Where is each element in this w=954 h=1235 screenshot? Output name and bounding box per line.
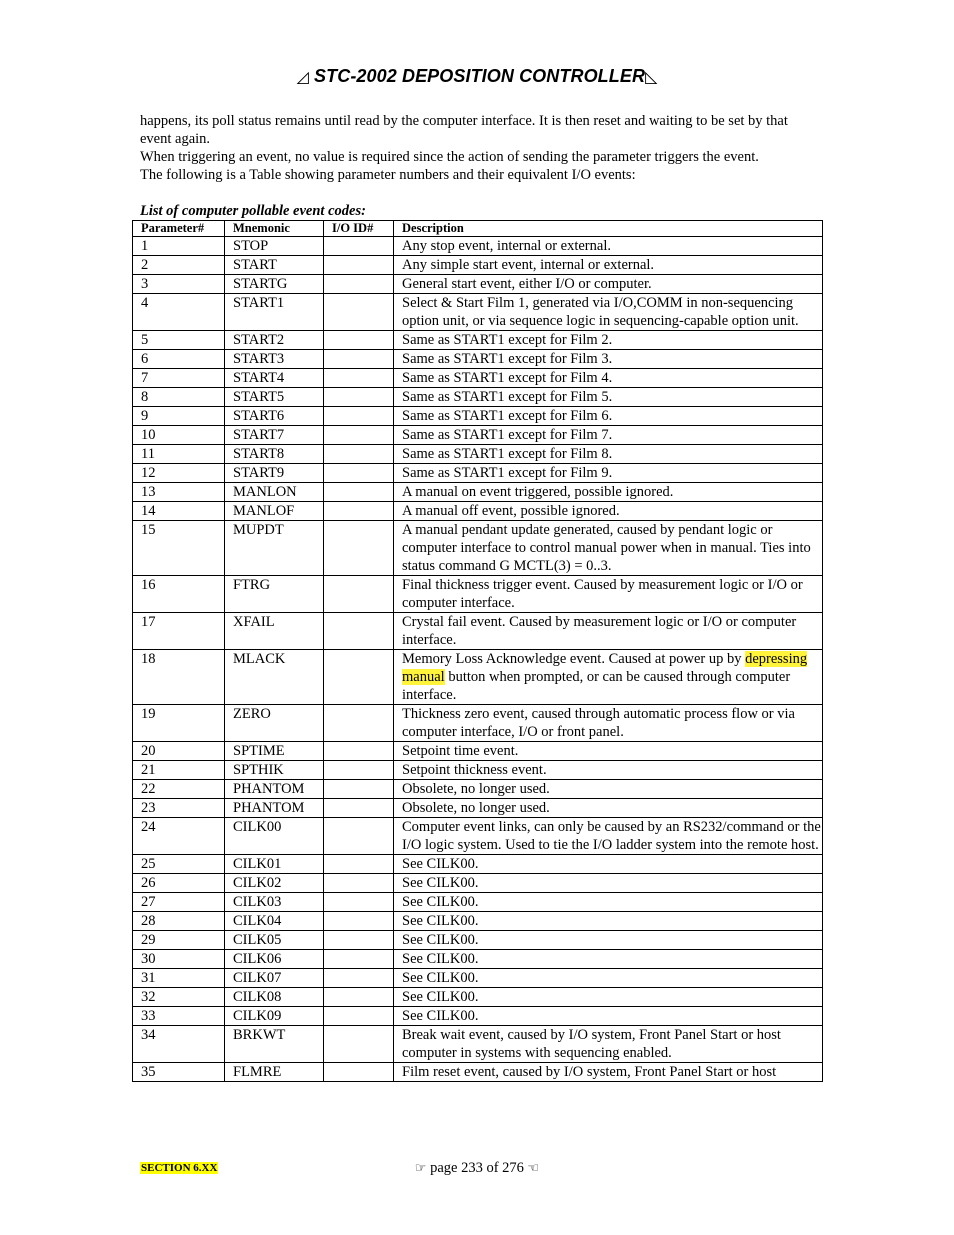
cell-parameter: 16 xyxy=(133,576,225,613)
cell-description: Any simple start event, internal or external. xyxy=(394,256,823,275)
table-row xyxy=(133,483,823,502)
table-row xyxy=(133,650,823,705)
cell-io-id xyxy=(324,893,394,912)
table-row xyxy=(133,818,823,855)
table-row xyxy=(133,256,823,275)
table-row xyxy=(133,275,823,294)
cell-mnemonic: SPTIME xyxy=(225,742,324,761)
intro-paragraph-1: happens, its poll status remains until read by the computer interface. It is then reset and waiting to be set by that event again. xyxy=(140,113,788,147)
cell-mnemonic: BRKWT xyxy=(225,1026,324,1063)
cell-description: Crystal fail event. Caused by measurement logic or I/O or computer interface. xyxy=(394,613,823,650)
cell-parameter: 27 xyxy=(133,893,225,912)
cell-parameter: 2 xyxy=(133,256,225,275)
cell-io-id xyxy=(324,705,394,742)
cell-parameter: 17 xyxy=(133,613,225,650)
cell-mnemonic: CILK03 xyxy=(225,893,324,912)
table-row xyxy=(133,705,823,742)
cell-mnemonic: PHANTOM xyxy=(225,799,324,818)
cell-io-id xyxy=(324,650,394,705)
cell-description: Setpoint thickness event. xyxy=(394,761,823,780)
cell-mnemonic: CILK04 xyxy=(225,912,324,931)
cell-mnemonic: CILK01 xyxy=(225,855,324,874)
cell-io-id xyxy=(324,388,394,407)
cell-description: Film reset event, caused by I/O system, Front Panel Start or host xyxy=(394,1063,823,1082)
cell-parameter: 5 xyxy=(133,331,225,350)
table-row xyxy=(133,613,823,650)
cell-parameter: 9 xyxy=(133,407,225,426)
cell-mnemonic: CILK09 xyxy=(225,1007,324,1026)
cell-description: Obsolete, no longer used. xyxy=(394,799,823,818)
cell-io-id xyxy=(324,818,394,855)
cell-parameter: 19 xyxy=(133,705,225,742)
cell-parameter: 13 xyxy=(133,483,225,502)
cell-mnemonic: XFAIL xyxy=(225,613,324,650)
cell-mnemonic: START6 xyxy=(225,407,324,426)
cell-mnemonic: MLACK xyxy=(225,650,324,705)
cell-description: Thickness zero event, caused through automatic process flow or via computer interface, I/O or front panel. xyxy=(394,705,823,742)
cell-parameter: 8 xyxy=(133,388,225,407)
cell-description: Same as START1 except for Film 5. xyxy=(394,388,823,407)
table-row xyxy=(133,742,823,761)
header-io-id: I/O ID# xyxy=(324,221,394,237)
corner-left-icon: ◿ xyxy=(296,69,309,86)
cell-io-id xyxy=(324,950,394,969)
cell-parameter: 32 xyxy=(133,988,225,1007)
cell-io-id xyxy=(324,1063,394,1082)
section-label: SECTION 6.XX xyxy=(141,1162,218,1174)
corner-right-icon: ◺ xyxy=(645,69,658,86)
cell-io-id xyxy=(324,855,394,874)
cell-io-id xyxy=(324,369,394,388)
table-row xyxy=(133,1063,823,1082)
table-body xyxy=(133,237,823,1082)
cell-parameter: 1 xyxy=(133,237,225,256)
cell-io-id xyxy=(324,445,394,464)
cell-description: Break wait event, caused by I/O system, Front Panel Start or host computer in systems with sequencing enabled. xyxy=(394,1026,823,1063)
description-text: Memory Loss Acknowledge event. Caused at power up by xyxy=(402,651,746,667)
cell-description: Setpoint time event. xyxy=(394,742,823,761)
cell-parameter: 21 xyxy=(133,761,225,780)
cell-description: Same as START1 except for Film 8. xyxy=(394,445,823,464)
page-title: STC-2002 DEPOSITION CONTROLLER xyxy=(314,66,646,86)
cell-description: Same as START1 except for Film 2. xyxy=(394,331,823,350)
cell-description: See CILK00. xyxy=(394,912,823,931)
cell-mnemonic: START2 xyxy=(225,331,324,350)
cell-mnemonic: MUPDT xyxy=(225,521,324,576)
cell-io-id xyxy=(324,237,394,256)
cell-mnemonic: CILK00 xyxy=(225,818,324,855)
table-row xyxy=(133,407,823,426)
cell-mnemonic: START xyxy=(225,256,324,275)
cell-io-id xyxy=(324,742,394,761)
cell-description: See CILK00. xyxy=(394,988,823,1007)
cell-mnemonic: START4 xyxy=(225,369,324,388)
cell-mnemonic: SPTHIK xyxy=(225,761,324,780)
cell-io-id xyxy=(324,275,394,294)
cell-mnemonic: MANLON xyxy=(225,483,324,502)
cell-io-id xyxy=(324,521,394,576)
cell-description: See CILK00. xyxy=(394,969,823,988)
cell-mnemonic: START8 xyxy=(225,445,324,464)
cell-description: See CILK00. xyxy=(394,855,823,874)
header-mnemonic: Mnemonic xyxy=(225,221,324,237)
cell-io-id xyxy=(324,780,394,799)
table-row xyxy=(133,761,823,780)
cell-io-id xyxy=(324,931,394,950)
cell-mnemonic: MANLOF xyxy=(225,502,324,521)
cell-description: Same as START1 except for Film 3. xyxy=(394,350,823,369)
cell-parameter: 35 xyxy=(133,1063,225,1082)
cell-io-id xyxy=(324,874,394,893)
cell-mnemonic: CILK06 xyxy=(225,950,324,969)
cell-io-id xyxy=(324,969,394,988)
cell-parameter: 4 xyxy=(133,294,225,331)
cell-description: See CILK00. xyxy=(394,950,823,969)
cell-parameter: 33 xyxy=(133,1007,225,1026)
cell-io-id xyxy=(324,502,394,521)
cell-io-id xyxy=(324,576,394,613)
cell-mnemonic: START3 xyxy=(225,350,324,369)
intro-paragraph-2: When triggering an event, no value is required since the action of sending the parameter triggers the event. xyxy=(140,149,759,165)
cell-parameter: 18 xyxy=(133,650,225,705)
cell-description xyxy=(394,650,823,705)
page-number xyxy=(0,1160,954,1177)
cell-mnemonic: CILK08 xyxy=(225,988,324,1007)
cell-parameter: 10 xyxy=(133,426,225,445)
cell-description: A manual pendant update generated, caused by pendant logic or computer interface to control manual power when in manual. Ties into status command G MCTL(3) = 0..3. xyxy=(394,521,823,576)
cell-mnemonic: START9 xyxy=(225,464,324,483)
cell-io-id xyxy=(324,799,394,818)
cell-description: Obsolete, no longer used. xyxy=(394,780,823,799)
cell-io-id xyxy=(324,1007,394,1026)
table-row xyxy=(133,855,823,874)
table-row xyxy=(133,969,823,988)
cell-parameter: 20 xyxy=(133,742,225,761)
cell-parameter: 22 xyxy=(133,780,225,799)
cell-description: A manual on event triggered, possible ignored. xyxy=(394,483,823,502)
header-description: Description xyxy=(394,221,823,237)
cell-description: Computer event links, can only be caused by an RS232/command or the I/O logic system. Used to tie the I/O ladder system into the remote host. xyxy=(394,818,823,855)
table-row xyxy=(133,331,823,350)
cell-mnemonic: FLMRE xyxy=(225,1063,324,1082)
cell-io-id xyxy=(324,1026,394,1063)
cell-parameter: 11 xyxy=(133,445,225,464)
cell-parameter: 7 xyxy=(133,369,225,388)
cell-io-id xyxy=(324,988,394,1007)
cell-description: See CILK00. xyxy=(394,874,823,893)
cell-description: Same as START1 except for Film 7. xyxy=(394,426,823,445)
cell-mnemonic: ZERO xyxy=(225,705,324,742)
header-parameter: Parameter# xyxy=(133,221,225,237)
cell-io-id xyxy=(324,912,394,931)
cell-parameter: 15 xyxy=(133,521,225,576)
cell-mnemonic: CILK02 xyxy=(225,874,324,893)
table-row xyxy=(133,780,823,799)
cell-io-id xyxy=(324,613,394,650)
table-row xyxy=(133,912,823,931)
table-row xyxy=(133,464,823,483)
table-row xyxy=(133,799,823,818)
cell-description: Any stop event, internal or external. xyxy=(394,237,823,256)
cell-io-id xyxy=(324,350,394,369)
cell-io-id xyxy=(324,426,394,445)
table-row xyxy=(133,294,823,331)
event-codes-table xyxy=(132,220,823,1082)
table-caption: List of computer pollable event codes: xyxy=(140,203,366,219)
description-text: button when prompted, or can be caused through computer interface. xyxy=(402,669,791,703)
cell-mnemonic: START7 xyxy=(225,426,324,445)
cell-parameter: 30 xyxy=(133,950,225,969)
highlighted-text: depressing manual xyxy=(402,651,808,685)
cell-parameter: 14 xyxy=(133,502,225,521)
cell-description: General start event, either I/O or computer. xyxy=(394,275,823,294)
cell-description: Final thickness trigger event. Caused by measurement logic or I/O or computer interface. xyxy=(394,576,823,613)
table-row xyxy=(133,950,823,969)
cell-parameter: 31 xyxy=(133,969,225,988)
cell-io-id xyxy=(324,761,394,780)
cell-description: See CILK00. xyxy=(394,1007,823,1026)
table-row xyxy=(133,237,823,256)
table-row xyxy=(133,893,823,912)
cell-parameter: 3 xyxy=(133,275,225,294)
table-row xyxy=(133,874,823,893)
table-row xyxy=(133,931,823,950)
cell-mnemonic: STOP xyxy=(225,237,324,256)
cell-parameter: 25 xyxy=(133,855,225,874)
cell-description: Select & Start Film 1, generated via I/O,COMM in non-sequencing option unit, or via sequence logic in sequencing-capable option unit. xyxy=(394,294,823,331)
cell-parameter: 28 xyxy=(133,912,225,931)
cell-parameter: 12 xyxy=(133,464,225,483)
table-row xyxy=(133,988,823,1007)
table-row xyxy=(133,445,823,464)
page-number-text: page 233 of 276 xyxy=(430,1160,524,1176)
cell-description: Same as START1 except for Film 4. xyxy=(394,369,823,388)
cell-description: A manual off event, possible ignored. xyxy=(394,502,823,521)
intro-paragraph-3: The following is a Table showing parameter numbers and their equivalent I/O events: xyxy=(140,167,636,183)
cell-description: Same as START1 except for Film 6. xyxy=(394,407,823,426)
cell-mnemonic: STARTG xyxy=(225,275,324,294)
cell-parameter: 29 xyxy=(133,931,225,950)
table-row xyxy=(133,350,823,369)
table-header-row xyxy=(133,221,823,237)
cell-io-id xyxy=(324,407,394,426)
cell-parameter: 34 xyxy=(133,1026,225,1063)
cell-io-id xyxy=(324,331,394,350)
cell-description: See CILK00. xyxy=(394,931,823,950)
page-header xyxy=(0,66,954,87)
pointing-left-hand-icon: ☜ xyxy=(527,1161,540,1176)
pointing-right-hand-icon: ☞ xyxy=(414,1161,427,1176)
cell-parameter: 6 xyxy=(133,350,225,369)
table-row xyxy=(133,1007,823,1026)
cell-io-id xyxy=(324,483,394,502)
intro-text xyxy=(140,112,820,184)
cell-description: See CILK00. xyxy=(394,893,823,912)
cell-io-id xyxy=(324,256,394,275)
cell-mnemonic: START5 xyxy=(225,388,324,407)
table-row xyxy=(133,1026,823,1063)
cell-mnemonic: START1 xyxy=(225,294,324,331)
cell-mnemonic: FTRG xyxy=(225,576,324,613)
cell-parameter: 23 xyxy=(133,799,225,818)
cell-parameter: 26 xyxy=(133,874,225,893)
cell-parameter: 24 xyxy=(133,818,225,855)
cell-io-id xyxy=(324,464,394,483)
table-row xyxy=(133,521,823,576)
table-row xyxy=(133,388,823,407)
cell-mnemonic: PHANTOM xyxy=(225,780,324,799)
table-row xyxy=(133,502,823,521)
table-row xyxy=(133,426,823,445)
cell-mnemonic: CILK07 xyxy=(225,969,324,988)
table-row xyxy=(133,369,823,388)
cell-mnemonic: CILK05 xyxy=(225,931,324,950)
table-row xyxy=(133,576,823,613)
cell-io-id xyxy=(324,294,394,331)
cell-description: Same as START1 except for Film 9. xyxy=(394,464,823,483)
